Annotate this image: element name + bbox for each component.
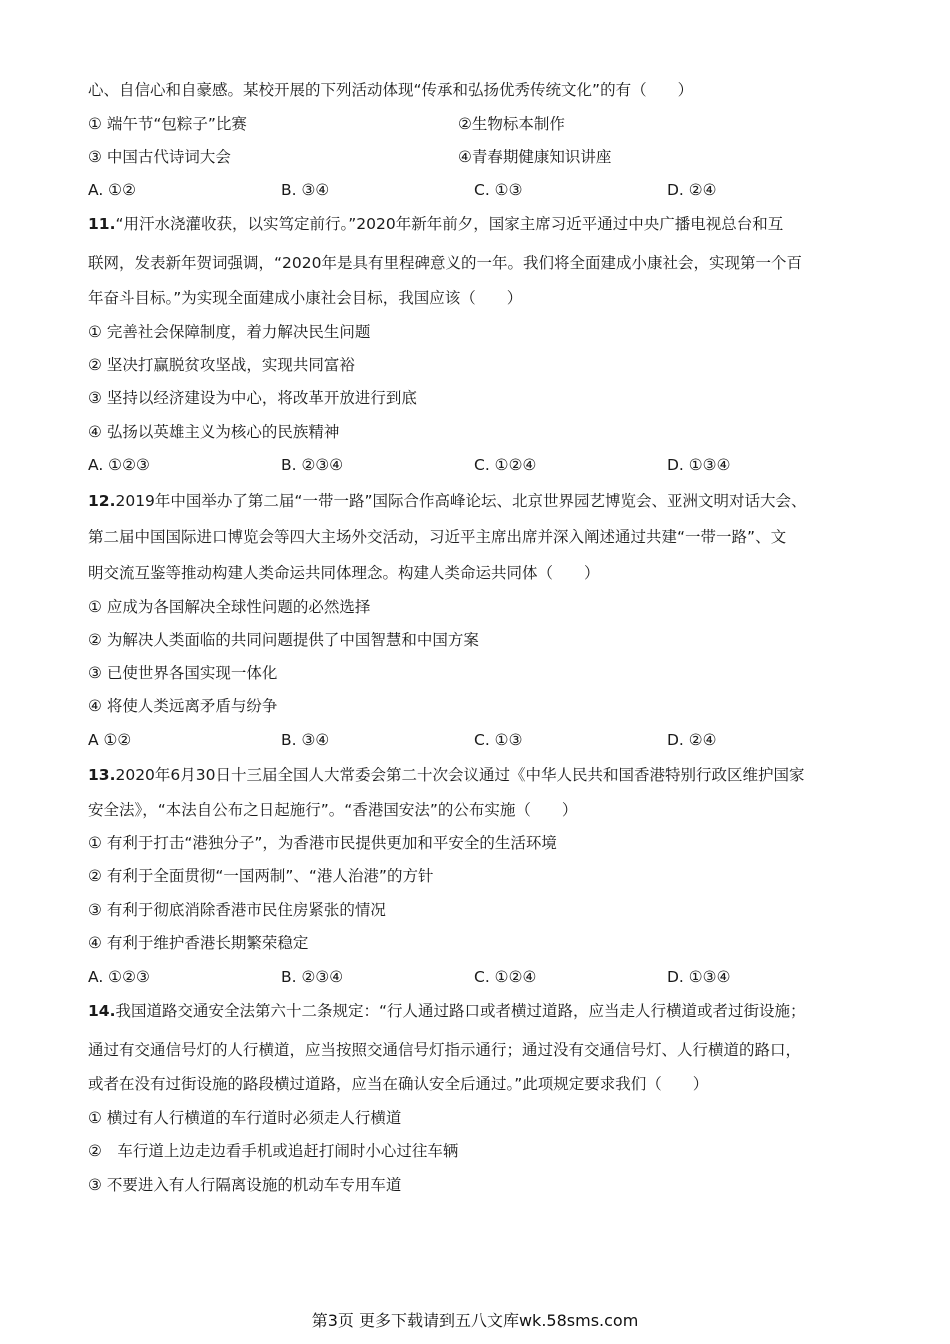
- q10-choice-a: A. ①②: [88, 181, 136, 199]
- q13-choice-a: A. ①②③: [88, 968, 150, 986]
- q11-stem-text-1: “用汗水浇灌收获，以实笃定前行。”2020年新年前夕，国家主席习近平通过中央广播电视总台和互: [115, 215, 784, 233]
- q11-stem-line-3: 年奋斗目标。”为实现全面建成小康社会目标，我国应该（ ）: [88, 289, 523, 307]
- q14-item-2: ② 车行道上边走边看手机或追赶打闹时小心过往车辆: [88, 1142, 459, 1160]
- q13-stem-line-2: 安全法》，“本法自公布之日起施行”。“香港国安法”的公布实施（ ）: [88, 801, 578, 819]
- q13-item-4: ④ 有利于维护香港长期繁荣稳定: [88, 934, 309, 952]
- q13-number: 13.: [88, 766, 116, 784]
- q11-item-4: ④ 弘扬以英雄主义为核心的民族精神: [88, 423, 340, 441]
- q14-stem-line-2: 通过有交通信号灯的人行横道，应当按照交通信号灯指示通行；通过没有交通信号灯、人行横道的路口，: [88, 1041, 802, 1059]
- q14-stem-line-3: 或者在没有过街设施的路段横过道路，应当在确认安全后通过。”此项规定要求我们（ ）: [88, 1075, 709, 1093]
- q13-item-3: ③ 有利于彻底消除香港市民住房紧张的情况: [88, 901, 386, 919]
- q12-stem-text-1: 2019年中国举办了第二届“一带一路”国际合作高峰论坛、北京世界园艺博览会、亚洲文明对话大会、: [115, 492, 807, 510]
- q11-number: 11.: [88, 215, 116, 233]
- q14-stem-line-1: [88, 1000, 806, 1022]
- q13-choice-d: D. ①③④: [667, 968, 731, 986]
- q10-item-2: ②生物标本制作: [458, 115, 565, 133]
- q14-number: 14.: [88, 1002, 116, 1020]
- q11-choice-b: B. ②③④: [281, 456, 344, 474]
- q12-stem-line-1: [88, 490, 806, 512]
- q14-item-3: ③ 不要进入有人行隔离设施的机动车专用车道: [88, 1176, 402, 1194]
- q11-choice-d: D. ①③④: [667, 456, 731, 474]
- q14-item-1: ① 横过有人行横道的车行道时必须走人行横道: [88, 1109, 402, 1127]
- q10-item-4: ④青春期健康知识讲座: [458, 148, 612, 166]
- q13-choice-c: C. ①②④: [474, 968, 537, 986]
- q13-item-2: ② 有利于全面贯彻“一国两制”、“港人治港”的方针: [88, 867, 434, 885]
- q14-stem-text-1: 我国道路交通安全法第六十二条规定：“行人通过路口或者横过道路，应当走人行横道或者过街设施；: [115, 1002, 806, 1020]
- q12-choice-b: B. ③④: [281, 731, 330, 749]
- q11-item-2: ② 坚决打赢脱贫攻坚战，实现共同富裕: [88, 356, 355, 374]
- q11-stem-line-1: [88, 213, 783, 235]
- q12-number: 12.: [88, 492, 116, 510]
- q13-stem-line-1: [88, 764, 805, 786]
- q11-stem-line-2: 联网，发表新年贺词强调，“2020年是具有里程碑意义的一年。我们将全面建成小康社会，实现第一个百: [88, 254, 802, 272]
- q12-item-2: ② 为解决人类面临的共同问题提供了中国智慧和中国方案: [88, 631, 479, 649]
- q11-choice-c: C. ①②④: [474, 456, 537, 474]
- q13-choice-b: B. ②③④: [281, 968, 344, 986]
- q10-item-1: ① 端午节“包粽子”比赛: [88, 115, 247, 133]
- q11-item-3: ③ 坚持以经济建设为中心，将改革开放进行到底: [88, 389, 417, 407]
- q12-stem-line-2: 第二届中国国际进口博览会等四大主场外交活动，习近平主席出席并深入阐述通过共建“一带一路”、文: [88, 528, 787, 546]
- q12-choice-d: D. ②④: [667, 731, 717, 749]
- q12-item-1: ① 应成为各国解决全球性问题的必然选择: [88, 598, 371, 616]
- q10-stem: 心、自信心和自豪感。某校开展的下列活动体现“传承和弘扬优秀传统文化”的有（ ）: [88, 81, 694, 99]
- q13-stem-text-1: 2020年6月30日十三届全国人大常委会第二十次会议通过《中华人民共和国香港特别行政区维护国家: [115, 766, 805, 784]
- q11-choice-a: A. ①②③: [88, 456, 150, 474]
- q12-choice-c: C. ①③: [474, 731, 523, 749]
- q12-item-4: ④ 将使人类远离矛盾与纷争: [88, 697, 278, 715]
- q12-stem-line-3: 明交流互鉴等推动构建人类命运共同体理念。构建人类命运共同体（ ）: [88, 564, 600, 582]
- q10-choice-b: B. ③④: [281, 181, 330, 199]
- q12-item-3: ③ 已使世界各国实现一体化: [88, 664, 278, 682]
- q12-choice-a: A ①②: [88, 731, 132, 749]
- q13-item-1: ① 有利于打击“港独分子”，为香港市民提供更加和平安全的生活环境: [88, 834, 557, 852]
- q10-choice-d: D. ②④: [667, 181, 717, 199]
- page-footer: 第3页 更多下载请到五八文库wk.58sms.com: [311, 1311, 639, 1330]
- q11-item-1: ① 完善社会保障制度，着力解决民生问题: [88, 323, 371, 341]
- q10-choice-c: C. ①③: [474, 181, 523, 199]
- q10-item-3: ③ 中国古代诗词大会: [88, 148, 231, 166]
